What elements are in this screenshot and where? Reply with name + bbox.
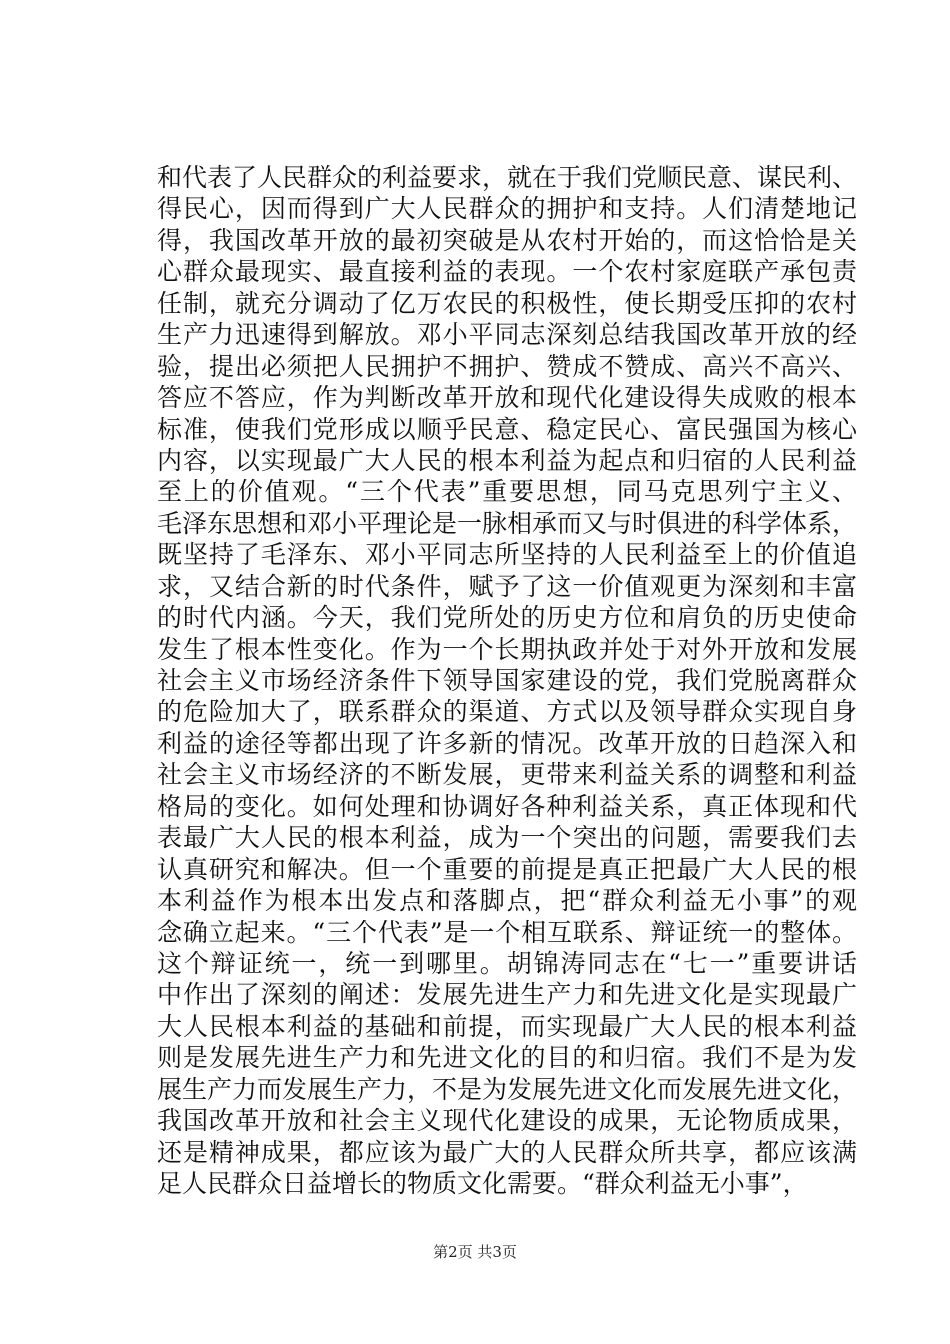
text-line: 大人民根本利益的基础和前提，而实现最广大人民的根本利益 [157, 1011, 857, 1041]
text-line: 这个辩证统一，统一到哪里。胡锦涛同志在“七一”重要讲话 [157, 948, 857, 978]
text-line: 求，又结合新的时代条件，赋予了这一价值观更为深刻和丰富 [157, 571, 857, 601]
text-line: 利益的途径等都出现了许多新的情况。改革开放的日趋深入和 [157, 728, 857, 758]
text-line: 标准，使我们党形成以顺乎民意、稳定民心、富民强国为核心 [157, 414, 857, 444]
text-line: 毛泽东思想和邓小平理论是一脉相承而又与时俱进的科学体系， [157, 508, 858, 538]
text-line: 得，我国改革开放的最初突破是从农村开始的，而这恰恰是关 [157, 225, 857, 255]
text-line: 心群众最现实、最直接利益的表现。一个农村家庭联产承包责 [157, 257, 857, 287]
text-line: 得民心，因而得到广大人民群众的拥护和支持。人们清楚地记 [157, 194, 857, 224]
text-line: 验，提出必须把人民拥护不拥护、赞成不赞成、高兴不高兴、 [157, 351, 857, 381]
text-line: 发生了根本性变化。作为一个长期执政并处于对外开放和发展 [157, 634, 857, 664]
text-line: 足人民群众日益增长的物质文化需要。“群众利益无小事”， [157, 1169, 808, 1198]
text-line: 中作出了深刻的阐述：发展先进生产力和先进文化是实现最广 [157, 980, 857, 1010]
text-line: 本利益作为根本出发点和落脚点，把“群众利益无小事”的观 [157, 886, 857, 916]
text-line: 的危险加大了，联系群众的渠道、方式以及领导群众实现自身 [157, 697, 857, 727]
text-line: 生产力迅速得到解放。邓小平同志深刻总结我国改革开放的经 [157, 320, 857, 350]
text-line: 内容，以实现最广大人民的根本利益为起点和归宿的人民利益 [157, 445, 857, 475]
text-line: 我国改革开放和社会主义现代化建设的成果，无论物质成果， [157, 1106, 857, 1136]
text-line: 认真研究和解决。但一个重要的前提是真正把最广大人民的根 [157, 854, 857, 884]
text-line: 念确立起来。“三个代表”是一个相互联系、辩证统一的整体。 [157, 917, 857, 947]
body-text [157, 162, 857, 1199]
text-line: 格局的变化。如何处理和协调好各种利益关系，真正体现和代 [157, 791, 857, 821]
text-line: 则是发展先进生产力和先进文化的目的和归宿。我们不是为发 [157, 1043, 857, 1073]
text-line: 还是精神成果，都应该为最广大的人民群众所共享，都应该满 [157, 1137, 857, 1167]
page-footer: 第2页 共3页 [433, 1243, 517, 1261]
text-line: 的时代内涵。今天，我们党所处的历史方位和肩负的历史使命 [157, 603, 857, 633]
text-line: 和代表了人民群众的利益要求，就在于我们党顺民意、谋民利、 [157, 163, 858, 192]
text-line: 至上的价值观。“三个代表”重要思想，同马克思列宁主义、 [157, 477, 857, 507]
text-line: 既坚持了毛泽东、邓小平同志所坚持的人民利益至上的价值追 [157, 540, 857, 570]
text-line: 展生产力而发展生产力，不是为发展先进文化而发展先进文化， [157, 1074, 858, 1104]
text-line: 任制，就充分调动了亿万农民的积极性，使长期受压抑的农村 [157, 288, 857, 318]
text-line: 答应不答应，作为判断改革开放和现代化建设得失成败的根本 [157, 383, 857, 413]
text-line: 社会主义市场经济条件下领导国家建设的党，我们党脱离群众 [157, 666, 857, 695]
text-line: 表最广大人民的根本利益，成为一个突出的问题，需要我们去 [157, 823, 857, 853]
text-line: 社会主义市场经济的不断发展，更带来利益关系的调整和利益 [157, 760, 857, 790]
